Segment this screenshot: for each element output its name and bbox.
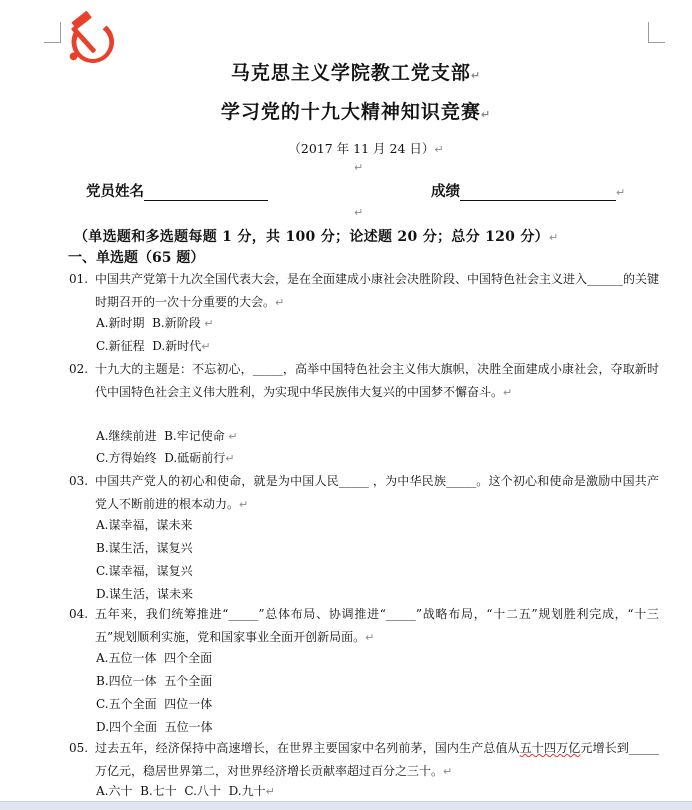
answer-option: B.四位一体 五个全面 [96,674,213,688]
paragraph-mark-icon: ↵ [480,108,492,121]
question-number: 05. [69,741,89,755]
answer-options [96,425,237,448]
name-blank[interactable] [144,186,268,201]
paragraph-mark-icon: ↵ [204,317,214,330]
question-number: 04. [69,607,89,621]
question-number: 01. [69,272,89,286]
title-line-1: 马克思主义学院教工党支部 [230,62,471,84]
rules-text: （单选题和多选题每题 1 分，共 100 分；论述题 20 分；总分 120 分） [74,229,549,245]
paragraph-mark-icon: ↵ [365,631,375,644]
paragraph-mark-icon: ↵ [434,143,444,156]
question-stem: 过去五年，经济保持中高速增长，在世界主要国家中名列前茅，国内生产总值从 [95,741,520,755]
question-stem: 元增长到_____万亿元，稳居世界第二，对世界经济增长贡献率超过百分之三十。 [95,741,659,778]
title-line-2: 学习党的十九大精神知识竞赛 [220,101,481,123]
answer-option: C.谋幸福，谋复兴 [96,564,193,578]
spellcheck-flagged-text[interactable]: 五十四万亿 [519,741,581,755]
answer-options [96,335,210,358]
answer-option: B.谋生活，谋复兴 [96,541,193,555]
paragraph-mark-icon: ↵ [470,69,482,82]
question-2 [69,358,659,404]
question-number: 03. [69,474,89,488]
paragraph-mark-icon: ↵ [548,231,559,244]
answer-option: A.谋幸福，谋未来 [96,518,193,532]
margin-corner-mark [44,22,61,43]
answer-option: C.五个全面 四位一体 [96,697,213,711]
document-title [10,58,692,85]
question-stem: 中国共产党第十九次全国代表大会，是在全面建成小康社会决胜阶段、中国特色社会主义进入______的关键时期召开的一次十分重要的大会。 [95,272,660,309]
answer-options [96,780,275,803]
option-row: A.六十 B.七十 C.八十 D.九十 [96,784,266,798]
paragraph-mark-icon: ↵ [616,186,626,199]
paragraph-mark-icon: ↵ [239,498,249,511]
paragraph-mark-icon: ↵ [225,452,235,465]
paragraph-mark-icon: ↵ [228,430,238,443]
document-subtitle [10,97,692,124]
paragraph-mark-icon: ↵ [354,161,364,174]
option-row: C.新征程 D.新时代 [96,339,202,353]
paragraph-mark-icon: ↵ [275,296,285,309]
answer-option: A.五位一体 四个全面 [96,651,213,665]
section-heading: 一、单选题（65 题） [68,250,205,266]
date-text: （2017 年 11 月 24 日） [288,141,435,156]
question-4 [69,603,659,649]
paragraph-mark-icon: ↵ [443,765,453,778]
question-stem: 中国共产党人的初心和使命，就是为中国人民_____ ，为中华民族_____。这个初心和使命是激励中国共产党人不断前进的根本动力。 [95,474,659,511]
score-blank[interactable] [460,186,616,201]
scoring-rules [74,226,559,246]
question-1 [69,268,659,314]
paragraph-mark-icon: ↵ [503,386,513,399]
option-row: A.继续前进 B.牢记使命 [96,429,225,443]
question-5 [69,737,659,783]
answer-options [96,312,213,335]
name-label: 党员姓名 [86,184,144,200]
option-row: C.方得始终 D.砥砺前行 [96,451,226,465]
question-number: 02. [69,362,89,376]
option-row: A.新时期 B.新阶段 [96,316,201,330]
score-label: 成绩 [431,184,460,200]
member-name-field[interactable] [86,180,268,201]
answer-option: D.四个全面 五位一体 [96,720,213,734]
question-stem: 十九大的主题是：不忘初心，_____，高举中国特色社会主义伟大旗帜，决胜全面建成小康社会，夺取新时代中国特色社会主义伟大胜利，为实现中华民族伟大复兴的中国梦不懈奋斗。 [95,362,659,399]
exam-date [20,139,692,157]
question-3 [69,470,659,516]
answer-options [96,447,234,470]
score-field[interactable] [431,180,625,201]
question-stem: 五年来，我们统筹推进“_____”总体布局、协调推进“_____”战略布局，“十二五”规划胜利完成，“十三五”规划顺利实施，党和国家事业全面开创新局面。 [95,607,659,644]
answer-option: D.谋生活，谋未来 [96,587,194,601]
margin-corner-mark [648,22,665,43]
paragraph-mark-icon: ↵ [265,785,275,798]
paragraph-mark-icon: ↵ [201,340,211,353]
paragraph-mark-icon: ↵ [354,206,364,219]
